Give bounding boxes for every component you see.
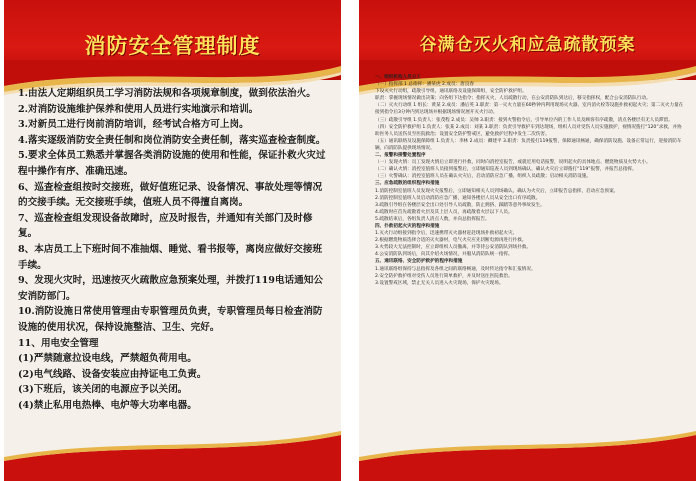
regulation-item: (1)严禁随意拉设电线，严禁超负荷用电。 bbox=[18, 353, 197, 365]
footer-wave-decoration bbox=[4, 421, 341, 481]
plan-line: 职责：掌握现场情况做出决策；向各组下达指令；指挥灭火，人员疏散行动，在公安消防队到达后，移交指挥权，配合公安消防队行动。 bbox=[375, 96, 651, 102]
evacuation-plan-text bbox=[375, 74, 686, 287]
regulation-item: (3)下班后，该关闭的电源应予以关闭。 bbox=[18, 384, 188, 396]
regulation-item: 2.对消防设施维护保养和使用人员进行实地演示和培训。 bbox=[18, 103, 259, 115]
plan-line: 4.疏散时应首先疏散着火层及其上层人员，再疏散着火层以下人员。 bbox=[375, 209, 513, 215]
section-heading: 一、组织机构人员分工 bbox=[375, 75, 421, 80]
regulation-item: 4.落实逐级消防安全责任制和岗位消防安全责任制，落实巡查检查制度。 bbox=[18, 134, 326, 146]
plan-line: （一）指挥部 1 总指挥：潘某虎 2.成员：唐良春 bbox=[375, 82, 474, 88]
plan-line: （二）灭火行动组 1 组长：黄某 2.成员：潘后英 3.职责：第一灭火力量在60秒钟内利用现场灭火器、室内消火栓等设施扑救初起火灾；第二灭火力量在接到指令后3分钟内到达现场并根据现场情况展开灭火行动。 bbox=[375, 103, 684, 116]
emergency-evacuation-plan-board bbox=[359, 0, 696, 481]
plan-line: 下设灭火行动组，疏散引导组，通讯联络及设施保障组，安全防护救护组。 bbox=[375, 89, 527, 95]
regulation-item: 11、用电安全管理 bbox=[18, 337, 99, 349]
plan-line: （二）确认火情：消控室值班人员接到报警后，立即通知巡查人员到现场确认，确认火灾后立即拨打“119”报警，并报告总指挥。 bbox=[375, 167, 637, 173]
plan-line: 5.疏散结束后，各组负责人清点人数，并向总指挥报告。 bbox=[375, 216, 490, 222]
regulation-item: (2)电气线路、设备安装应由持证电工负责。 bbox=[18, 368, 207, 380]
section-heading: 三、应急疏散的组织程序和措施 bbox=[375, 181, 440, 187]
plan-line: （三）疏散引导组 1.负责人：张茂程 2.成员：吴帅 3.职责：接到火警指令后，引导单位内的工作人员及顾客有序疏散，清点各楼层有无人员滞留。 bbox=[375, 117, 673, 123]
page-title: 消防安全管理制度 bbox=[84, 33, 261, 58]
regulation-item: 6、巡查检查组按时交接班，做好值班记录、设备情况、事故处理等情况的交接手续。无交接班手续，值班人员不得擅自离岗。 bbox=[18, 181, 323, 209]
plan-line: 3.疏散引导组在各楼层安全出口处引导人员疏散，防止拥挤、踩踏等意外事故发生。 bbox=[375, 202, 545, 208]
section-heading: 二、报警和接警处置程序 bbox=[375, 153, 426, 159]
plan-line: （三）火警确认：消控室值班人员在确认火灾后，启动消防应急广播，组织人员疏散；启动相关消防设施。 bbox=[375, 174, 591, 180]
regulation-item: 9、发现火灾时，迅速按灭火疏散应急预案处理，并拨打119电话通知公安消防部门。 bbox=[18, 275, 323, 302]
plan-line: 3.设置警戒区域，禁止无关人员进入火灾现场，保护火灾现场。 bbox=[375, 280, 504, 286]
regulation-item: 8、本店员工上下班时间不准抽烟、睡觉、看书报等，离岗应做好交接班手续。 bbox=[18, 243, 323, 271]
regulation-item: 1.由法人定期组织员工学习消防法规和各项规章制度，做到依法治火。 bbox=[18, 88, 316, 99]
plan-line: 1.灭火行动组接到指令后，迅速携带灭火器材赶赴现场扑救初起火灾。 bbox=[375, 231, 518, 237]
regulation-list bbox=[18, 86, 329, 413]
plan-line: （四）安全防护救护组 1.负责人：张某 2.成员：刘某 3.职责：负责引导救护车到达现场，组织人员对受伤人员实施救护，视情况拨打“120”求救，并协助医务人员送伤员至医院救治；设置安全防护警戒区，避免救护过程中发生二次伤害。 bbox=[375, 124, 682, 137]
regulation-item: 10.消防设施日常使用管理由专职管理员负责，专职管理员每日检查消防设施的使用状况，保持设施整洁、卫生、完好。 bbox=[18, 306, 323, 333]
plan-line: 2.安全防护救护组对受伤人员进行简单救护，并及时送往医院救治。 bbox=[375, 273, 513, 279]
regulation-item: 7、巡查检查组发现设备故障时，应及时报告，并通知有关部门及时修复。 bbox=[18, 212, 313, 240]
plan-line: （一）发现火情：员工发现火情后立即进行扑救，同时向消控室报告，或就近用电话报警，说明起火的具体地点、燃烧物质及火势大小。 bbox=[375, 160, 651, 166]
section-heading: 五、通讯联络、安全防护救护的程序和措施 bbox=[375, 259, 463, 265]
plan-line: 2.消防控制室值班人员启动消防应急广播，通知各楼层人员从安全出口有序疏散。 bbox=[375, 195, 541, 201]
section-heading: 四、扑救初起火灾的程序和措施 bbox=[375, 223, 440, 229]
footer-wave-decoration bbox=[359, 421, 696, 481]
plan-line: 4.公安消防队到场后，向其介绍火场情况，并服从消防队统一指挥。 bbox=[375, 252, 513, 258]
page-title: 谷满仓灭火和应急疏散预案 bbox=[419, 35, 636, 55]
plan-line: 1.通讯联络组保持与总指挥及各组之间的联络畅通，及时传达指令和汇报情况。 bbox=[375, 266, 536, 272]
regulation-item: 3.对新员工进行岗前消防培训，经考试合格方可上岗。 bbox=[18, 119, 249, 131]
regulation-item: (4)禁止私用电热棒、电炉等大功率电器。 bbox=[18, 399, 197, 411]
plan-line: 2.根据燃烧物质选择合适的灭火器材，电气火灾应先切断电源再进行扑救。 bbox=[375, 238, 527, 244]
plan-line: （五）通讯联络及设施保障组 1.负责人：李林 2.成员：卿建平 3.职责：负责拨打119报警，保障通讯畅通，确保消防设施、设备正常运行，迎接消防车辆，向消防队提供现场情况。 bbox=[375, 138, 682, 151]
fire-safety-management-board bbox=[4, 0, 341, 481]
plan-line: 1.消防控制室值班人员发现火灾报警后，立即通知相关人员到场确认。确认为火灾后，立即报告总指挥，启动应急预案。 bbox=[375, 188, 619, 194]
plan-line: 3.火势较大无法控制时，应立即组织人员撤离，并等待公安消防队到场扑救。 bbox=[375, 245, 531, 251]
regulation-item: 5.要求全体员工熟悉并掌握各类消防设施的使用和性能，保证扑救火灾过程中操作有序、准确迅速。 bbox=[18, 150, 326, 177]
